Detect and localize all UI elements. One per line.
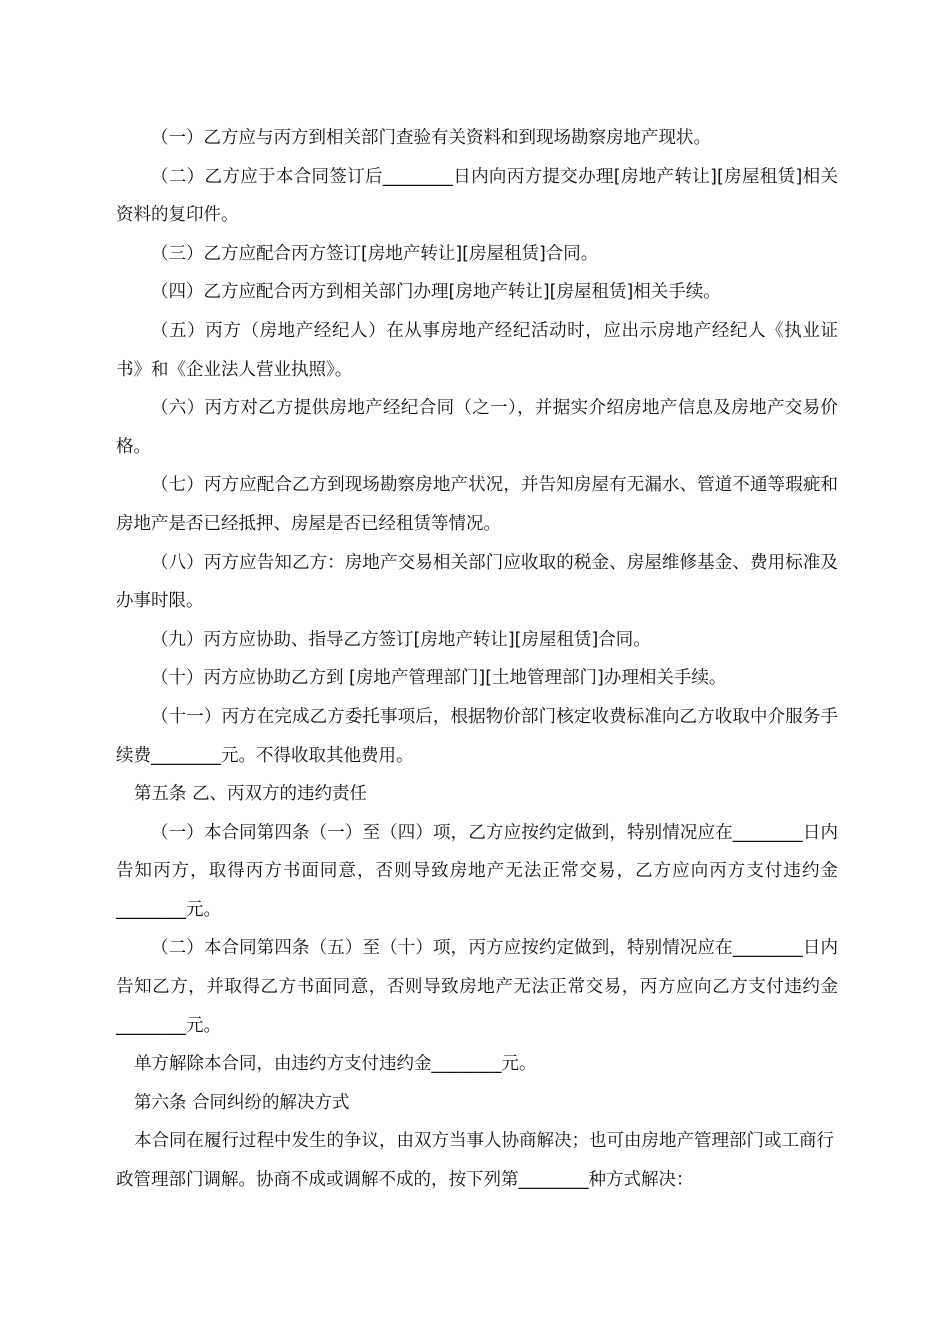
clause-paragraph: （一）乙方应与丙方到相关部门查验有关资料和到现场勘察房地产现状。	[151, 128, 711, 148]
clause-paragraph: （五）丙方（房地产经纪人）在从事房地产经纪活动时，应出示房地产经纪人《执业证书》和《企业法人营业执照》。	[116, 320, 838, 380]
clause-paragraph: （十）丙方应协助乙方到 [房地产管理部门][土地管理部门]办理相关手续。	[151, 668, 727, 689]
clause-paragraph: （八）丙方应告知乙方：房地产交易相关部门应收取的税金、房屋维修基金、费用标准及办事时限。	[116, 552, 838, 612]
clause-paragraph: （一）本合同第四条（一）至（四）项，乙方应按约定做到，特别情况应在________日内告知丙方，取得丙方书面同意，否则导致房地产无法正常交易，乙方应向丙方支付违约金________元。	[116, 822, 838, 920]
clause-paragraph: 单方解除本合同，由违约方支付违约金________元。	[134, 1054, 537, 1075]
clause-paragraph: （九）丙方应协助、指导乙方签订[房地产转让][房屋租赁]合同。	[151, 629, 651, 650]
clause-paragraph: （七）丙方应配合乙方到现场勘察房地产状况，并告知房屋有无漏水、管道不通等瑕疵和房地产是否已经抵押、房屋是否已经租赁等情况。	[116, 475, 838, 534]
clause-paragraph: （二）乙方应于本合同签订后________日内向丙方提交办理[房地产转让][房屋租赁]相关资料的复印件。	[116, 166, 838, 226]
clause-paragraph: 本合同在履行过程中发生的争议，由双方当事人协商解决；也可由房地产管理部门或工商行政管理部门调解。协商不成或调解不成的，按下列第________种方式解决：	[116, 1131, 834, 1191]
clause-paragraph: （二）本合同第四条（五）至（十）项，丙方应按约定做到，特别情况应在________日内告知乙方，并取得乙方书面同意，否则导致房地产无法正常交易，丙方应向乙方支付违约金________元。	[116, 938, 838, 1036]
article-heading: 第六条 合同纠纷的解决方式	[134, 1092, 350, 1113]
clause-paragraph: （三）乙方应配合丙方签订[房地产转让][房屋租赁]合同。	[151, 243, 599, 264]
clause-paragraph: （四）乙方应配合丙方到相关部门办理[房地产转让][房屋租赁]相关手续。	[151, 282, 721, 303]
clause-paragraph: （六）丙方对乙方提供房地产经纪合同（之一），并据实介绍房地产信息及房地产交易价格。	[116, 398, 838, 457]
article-heading: 第五条 乙、丙双方的违约责任	[134, 784, 368, 805]
clause-paragraph: （十一）丙方在完成乙方委托事项后，根据物价部门核定收费标准向乙方收取中介服务手续费________元。不得收取其他费用。	[116, 706, 838, 766]
document-body	[116, 119, 838, 1200]
